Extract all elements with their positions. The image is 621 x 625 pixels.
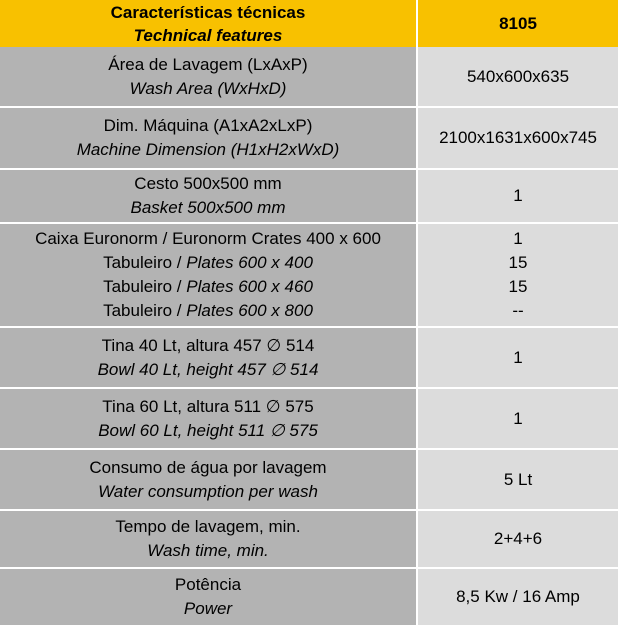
label-en: Wash time, min. bbox=[147, 541, 269, 560]
label-cell bbox=[0, 224, 418, 326]
label-pt: Tabuleiro / bbox=[103, 301, 187, 320]
value: 5 Lt bbox=[503, 469, 533, 489]
label-pt: Tabuleiro / bbox=[103, 277, 187, 296]
label-line bbox=[103, 251, 313, 275]
table-row bbox=[0, 170, 618, 222]
label-en: Bowl 60 Lt, height 511 ∅ 575 bbox=[98, 420, 318, 440]
label-cell bbox=[0, 47, 418, 106]
label-cell bbox=[0, 389, 418, 448]
value-cell bbox=[418, 511, 618, 567]
label-en: Bowl 40 Lt, height 457 ∅ 514 bbox=[97, 359, 319, 379]
value-cell bbox=[418, 569, 618, 625]
label-pt: Tabuleiro / bbox=[103, 253, 187, 272]
label-en: Plates 600 x 460 bbox=[186, 277, 313, 296]
label-cell bbox=[0, 108, 418, 168]
label-cell bbox=[0, 511, 418, 567]
label-en: Machine Dimension (H1xH2xWxD) bbox=[76, 140, 340, 159]
value: 1 bbox=[513, 408, 523, 428]
label-pt: Consumo de água por lavagem bbox=[89, 457, 327, 477]
value: 8,5 Kw / 16 Amp bbox=[456, 587, 580, 606]
value: 2100x1631x600x745 bbox=[439, 128, 597, 147]
label-en: Wash Area (WxHxD) bbox=[129, 78, 287, 98]
value: -- bbox=[512, 301, 524, 320]
table-row bbox=[0, 224, 618, 326]
header-model-cell bbox=[418, 0, 618, 47]
value: 1 bbox=[513, 186, 523, 205]
label-en: Power bbox=[183, 599, 233, 618]
value: 15 bbox=[508, 277, 528, 296]
value-cell bbox=[418, 224, 618, 326]
label-en: Basket 500x500 mm bbox=[130, 198, 286, 217]
table-row bbox=[0, 511, 618, 567]
value-cell bbox=[418, 389, 618, 448]
table-row bbox=[0, 450, 618, 509]
label-pt: Tempo de lavagem, min. bbox=[115, 517, 301, 536]
table-row bbox=[0, 47, 618, 106]
value: 540x600x635 bbox=[466, 66, 570, 86]
label-en: Plates 600 x 800 bbox=[186, 301, 313, 320]
table-row bbox=[0, 108, 618, 168]
value-cell bbox=[418, 108, 618, 168]
header-title-cell bbox=[0, 0, 418, 47]
label-line bbox=[103, 275, 313, 299]
label-cell bbox=[0, 328, 418, 387]
table-row bbox=[0, 389, 618, 448]
value-cell bbox=[418, 450, 618, 509]
table-header bbox=[0, 0, 618, 47]
label-pt: Área de Lavagem (LxAxP) bbox=[108, 54, 308, 74]
label-cell bbox=[0, 450, 418, 509]
label-pt: Potência bbox=[174, 575, 242, 594]
label-pt: Dim. Máquina (A1xA2xLxP) bbox=[103, 116, 313, 135]
label-pt: Cesto 500x500 mm bbox=[134, 174, 282, 193]
label-cell bbox=[0, 569, 418, 625]
header-title-en: Technical features bbox=[133, 25, 283, 45]
table-row bbox=[0, 569, 618, 625]
label-pt: Caixa Euronorm / Euronorm Crates 400 x 600 bbox=[35, 229, 381, 248]
label-pt: Tina 60 Lt, altura 511 ∅ 575 bbox=[102, 396, 314, 416]
label-en: Plates 600 x 400 bbox=[186, 253, 313, 272]
value-cell bbox=[418, 47, 618, 106]
value: 1 bbox=[513, 347, 523, 367]
header-title-pt: Características técnicas bbox=[110, 2, 306, 22]
value-cell bbox=[418, 328, 618, 387]
label-pt: Tina 40 Lt, altura 457 ∅ 514 bbox=[101, 335, 315, 355]
value: 2+4+6 bbox=[493, 529, 543, 548]
value-cell bbox=[418, 170, 618, 222]
value: 1 bbox=[513, 229, 523, 248]
label-en: Water consumption per wash bbox=[98, 481, 318, 501]
label-cell bbox=[0, 170, 418, 222]
table-row bbox=[0, 328, 618, 387]
header-model: 8105 bbox=[499, 14, 537, 33]
label-line bbox=[103, 299, 313, 323]
value: 15 bbox=[508, 253, 528, 272]
